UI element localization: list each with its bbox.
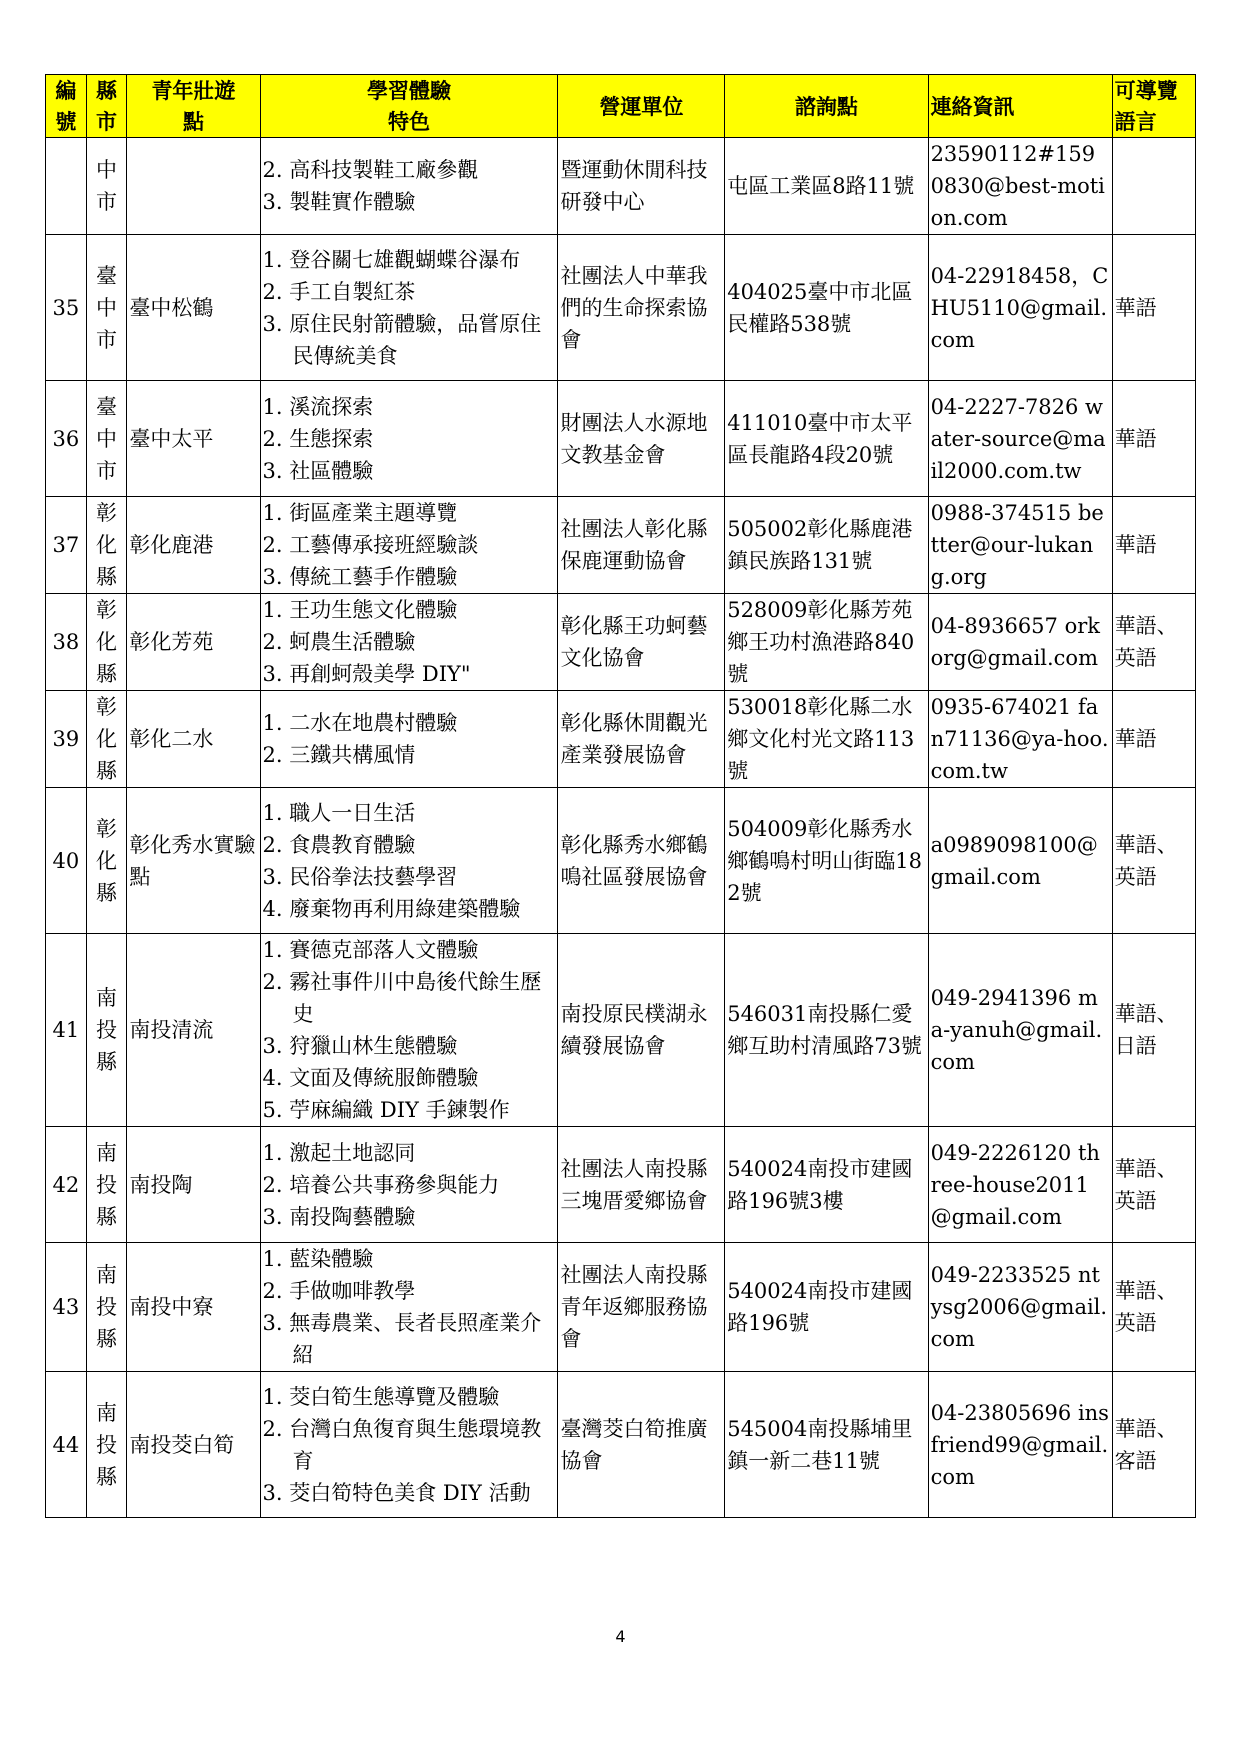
county-char: 彰 [96,501,117,525]
table-header-row [46,75,1196,138]
row-contact: 049-2233525 ntysg2006@gmail.com [928,1243,1112,1372]
feature-item: 3. 狩獵山林生態體驗 [262,1034,458,1058]
table-row [46,788,1196,934]
row-county [86,934,127,1127]
table-row [46,138,1196,235]
header-language: 可導覽 語言 [1112,75,1195,138]
row-address: 546031南投縣仁愛鄉互助村清風路73號 [725,934,928,1127]
feature-item: 1. 登谷關七雄觀蝴蝶谷瀑布 [262,247,521,272]
table-row [46,1243,1196,1372]
table-row [46,235,1196,381]
row-language [1112,381,1195,497]
county-char: 市 [96,458,117,483]
features-list [263,934,556,1126]
row-number: 42 [46,1127,87,1243]
row-contact: 04-2227-7826 water-source@mail2000.com.tw [928,381,1112,497]
row-features [260,594,558,691]
row-address: 504009彰化縣秀水鄉鶴鳴村明山街臨182號 [725,788,928,934]
row-address: 530018彰化縣二水鄉文化村光文路113號 [725,691,928,788]
row-features [260,1372,558,1518]
table-row [46,381,1196,497]
row-features [260,381,558,497]
row-county [86,1127,127,1243]
row-number: 41 [46,934,87,1127]
row-features [260,691,558,788]
feature-item: 1. 職人一日生活 [262,800,416,825]
row-address: 505002彰化縣鹿港鎮民族路131號 [725,497,928,594]
row-county [86,138,127,235]
row-county [86,1243,127,1372]
experience-sites-table [45,74,1196,1518]
feature-item: 1. 街區產業主題導覽 [262,501,458,525]
feature-item: 2. 手做咖啡教學 [262,1279,416,1303]
row-site: 臺中松鶴 [127,235,260,381]
row-features [260,788,558,934]
row-county [86,594,127,691]
language-item: 華語、 [1114,614,1178,638]
row-number [46,138,87,235]
row-contact: 04-22918458，CHU5110@gmail.com [928,235,1112,381]
county-char: 中 [96,295,117,320]
feature-item: 3. 製鞋實作體驗 [262,190,416,214]
county-char: 彰 [96,816,117,841]
county-char: 彰 [96,695,117,719]
county-char: 南 [96,1400,117,1425]
feature-item: 3. 南投陶藝體驗 [262,1204,416,1229]
county-char: 縣 [96,1464,117,1489]
row-language [1112,691,1195,788]
row-site: 彰化芳苑 [127,594,260,691]
row-contact: a0989098100@gmail.com [928,788,1112,934]
row-language [1112,235,1195,381]
row-contact: 049-2941396 ma-yanuh@gmail.com [928,934,1112,1127]
county-char: 縣 [96,1050,117,1074]
row-features [260,235,558,381]
row-address: 屯區工業區8路11號 [725,138,928,235]
row-contact: 23590112#159 0830@best-motion.com [928,138,1112,235]
feature-item: 1. 賽德克部落人文體驗 [262,938,479,962]
language-item: 華語、 [1114,832,1178,857]
county-char: 化 [96,630,117,654]
language-item: 華語、 [1114,1156,1178,1181]
feature-item: 2. 工藝傳承接班經驗談 [262,533,479,557]
language-item: 華語、 [1114,1416,1178,1441]
feature-item: 2. 生態探索 [262,426,374,451]
language-item: 英語 [1114,1188,1157,1213]
header-operator: 營運單位 [558,75,725,138]
row-site: 彰化二水 [127,691,260,788]
row-operator: 南投原民樸湖永續發展協會 [558,934,725,1127]
county-char: 南 [96,1263,117,1287]
feature-item: 1. 激起土地認同 [262,1140,416,1165]
row-operator: 社團法人彰化縣保鹿運動協會 [558,497,725,594]
row-operator: 彰化縣秀水鄉鶴鳴社區發展協會 [558,788,725,934]
row-features [260,1243,558,1372]
county-char: 投 [96,1432,117,1457]
county-char: 化 [96,727,117,751]
header-county: 縣 市 [86,75,127,138]
county-char: 中 [96,158,117,182]
row-contact: 049-2226120 three-house2011@gmail.com [928,1127,1112,1243]
header-site: 青年壯遊 點 [127,75,260,138]
feature-item: 3. 社區體驗 [262,458,374,483]
row-operator: 彰化縣休閒觀光產業發展協會 [558,691,725,788]
row-operator: 社團法人中華我們的生命探索協會 [558,235,725,381]
row-site: 彰化鹿港 [127,497,260,594]
row-site: 南投茭白筍 [127,1372,260,1518]
feature-item: 3. 再創蚵殼美學 DIY" [262,662,471,686]
table-row [46,497,1196,594]
county-char: 縣 [96,662,117,686]
row-language [1112,1243,1195,1372]
county-char: 南 [96,1140,117,1165]
row-site: 南投中寮 [127,1243,260,1372]
row-number: 35 [46,235,87,381]
language-item: 華語 [1114,426,1157,451]
header-features: 學習體驗 特色 [260,75,558,138]
feature-item: 2. 培養公共事務參與能力 [262,1172,500,1197]
language-item: 華語、 [1114,1002,1178,1026]
row-language [1112,497,1195,594]
county-char: 臺 [96,263,117,288]
row-county [86,235,127,381]
county-char: 彰 [96,598,117,622]
feature-item: 5. 苧麻編織 DIY 手鍊製作 [262,1098,510,1122]
row-contact: 04-23805696 insfriend99@gmail.com [928,1372,1112,1518]
language-item: 華語、 [1114,1279,1178,1303]
feature-item: 1. 二水在地農村體驗 [262,711,458,735]
feature-item: 3. 無毒農業、長者長照產業介紹 [262,1311,542,1367]
row-county [86,788,127,934]
row-language [1112,1127,1195,1243]
row-language [1112,788,1195,934]
row-operator: 社團法人南投縣三塊厝愛鄉協會 [558,1127,725,1243]
county-char: 縣 [96,759,117,783]
row-operator: 彰化縣王功蚵藝文化協會 [558,594,725,691]
language-item: 客語 [1114,1448,1157,1473]
county-char: 臺 [96,394,117,419]
features-list [263,1137,556,1233]
language-item: 華語 [1114,295,1157,320]
county-char: 中 [96,426,117,451]
row-operator: 財團法人水源地文教基金會 [558,381,725,497]
row-language [1112,594,1195,691]
row-address: 404025臺中市北區民權路538號 [725,235,928,381]
county-char: 化 [96,533,117,557]
row-features [260,1127,558,1243]
feature-item: 2. 霧社事件川中島後代餘生歷史 [262,970,542,1026]
feature-item: 3. 茭白筍特色美食 DIY 活動 [262,1480,531,1505]
features-list [263,1381,556,1509]
language-item: 華語 [1114,727,1157,751]
county-char: 縣 [96,880,117,905]
row-site [127,138,260,235]
county-char: 市 [96,190,117,214]
feature-item: 1. 溪流探索 [262,394,374,419]
row-contact: 04-8936657 orkorg@gmail.com [928,594,1112,691]
row-operator: 臺灣茭白筍推廣協會 [558,1372,725,1518]
row-county [86,497,127,594]
features-list [263,391,556,487]
row-language [1112,934,1195,1127]
header-contact: 連絡資訊 [928,75,1112,138]
row-features [260,934,558,1127]
row-address: 540024南投市建國路196號 [725,1243,928,1372]
feature-item: 4. 廢棄物再利用綠建築體驗 [262,896,521,921]
county-char: 投 [96,1018,117,1042]
feature-item: 2. 蚵農生活體驗 [262,630,416,654]
feature-item: 2. 手工自製紅茶 [262,279,416,304]
county-char: 化 [96,848,117,873]
feature-item: 3. 原住民射箭體驗，品嘗原住民傳統美食 [262,311,542,368]
row-county [86,691,127,788]
features-list [263,154,556,218]
county-char: 縣 [96,1204,117,1229]
row-address: 411010臺中市太平區長龍路4段20號 [725,381,928,497]
row-number: 40 [46,788,87,934]
features-list [263,1243,556,1371]
row-number: 38 [46,594,87,691]
row-features [260,497,558,594]
row-site: 彰化秀水實驗點 [127,788,260,934]
table-row [46,691,1196,788]
row-site: 南投清流 [127,934,260,1127]
row-contact: 0935-674021 fan71136@ya-hoo.com.tw [928,691,1112,788]
feature-item: 2. 高科技製鞋工廠參觀 [262,158,479,182]
table-row [46,1127,1196,1243]
county-char: 投 [96,1172,117,1197]
table-row [46,1372,1196,1518]
feature-item: 2. 台灣白魚復育與生態環境教育 [262,1416,542,1473]
language-item: 華語 [1114,533,1157,557]
language-item: 英語 [1114,646,1157,670]
row-operator: 暨運動休閒科技研發中心 [558,138,725,235]
county-char: 市 [96,327,117,352]
language-item: 日語 [1114,1034,1157,1058]
row-county [86,381,127,497]
feature-item: 1. 藍染體驗 [262,1247,374,1271]
row-number: 37 [46,497,87,594]
row-site: 臺中太平 [127,381,260,497]
row-county [86,1372,127,1518]
row-number: 36 [46,381,87,497]
feature-item: 2. 食農教育體驗 [262,832,416,857]
row-contact: 0988-374515 better@our-lukang.org [928,497,1112,594]
row-language [1112,138,1195,235]
feature-item: 3. 傳統工藝手作體驗 [262,565,458,589]
county-char: 縣 [96,1327,117,1351]
features-list [263,707,556,771]
features-list [263,797,556,925]
feature-item: 1. 茭白筍生態導覽及體驗 [262,1384,500,1409]
feature-item: 1. 王功生態文化體驗 [262,598,458,622]
header-address: 諮詢點 [725,75,928,138]
row-address: 540024南投市建國路196號3樓 [725,1127,928,1243]
table-row [46,934,1196,1127]
row-address: 528009彰化縣芳苑鄉王功村漁港路840號 [725,594,928,691]
row-language [1112,1372,1195,1518]
features-list [263,244,556,372]
features-list [263,497,556,593]
row-number: 39 [46,691,87,788]
county-char: 南 [96,986,117,1010]
row-operator: 社團法人南投縣青年返鄉服務協會 [558,1243,725,1372]
county-char: 投 [96,1295,117,1319]
features-list [263,594,556,690]
row-number: 44 [46,1372,87,1518]
row-features [260,138,558,235]
language-item: 英語 [1114,864,1157,889]
feature-item: 3. 民俗拳法技藝學習 [262,864,458,889]
language-item: 英語 [1114,1311,1157,1335]
table-row [46,594,1196,691]
page-number: 4 [615,1627,626,1646]
header-no: 編 號 [46,75,87,138]
row-number: 43 [46,1243,87,1372]
row-site: 南投陶 [127,1127,260,1243]
county-char: 縣 [96,565,117,589]
feature-item: 4. 文面及傳統服飾體驗 [262,1066,479,1090]
feature-item: 2. 三鐵共構風情 [262,743,416,767]
row-address: 545004南投縣埔里鎮一新二巷11號 [725,1372,928,1518]
